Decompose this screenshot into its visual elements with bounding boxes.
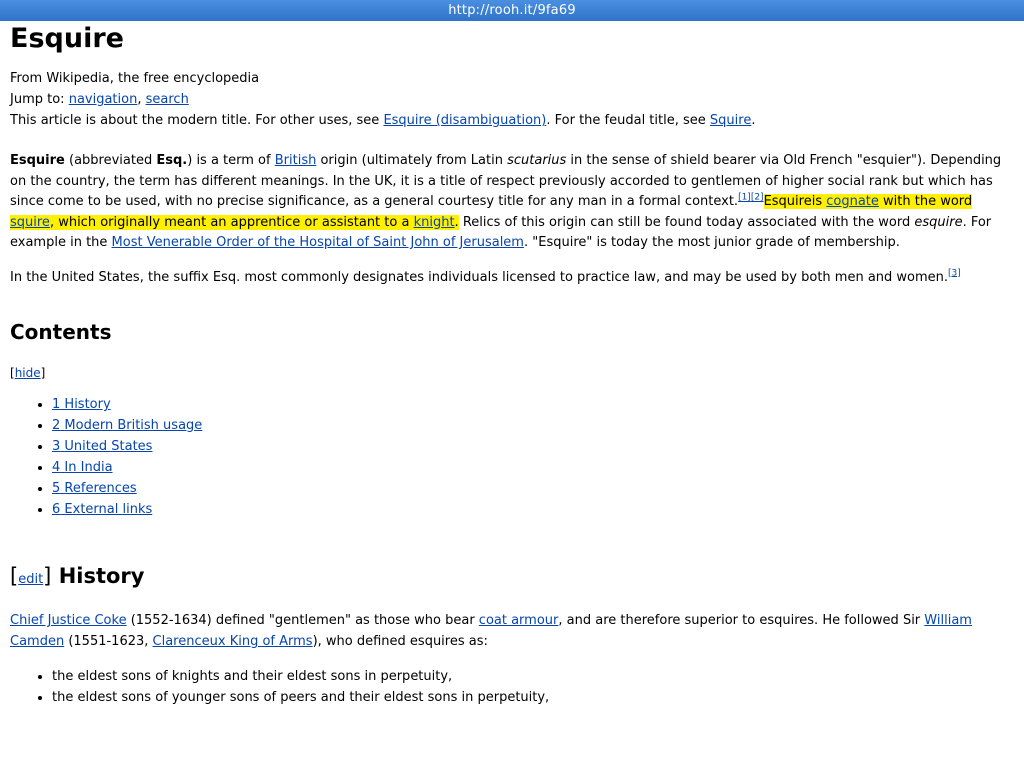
highlight-period: . xyxy=(454,214,459,230)
list-item xyxy=(52,499,1014,520)
lead-italic-esquire: esquire xyxy=(914,214,963,230)
link-clarenceux-king-of-arms[interactable]: Clarenceux King of Arms xyxy=(152,634,313,650)
toc-num: 5 xyxy=(52,481,61,497)
article-meta xyxy=(10,68,1014,131)
hatnote-text-3: . xyxy=(751,113,756,129)
list-item xyxy=(52,415,1014,436)
toc-bracket-open: [ xyxy=(10,366,15,381)
toc-label: United States xyxy=(64,439,153,455)
link-cognate[interactable]: cognate xyxy=(826,194,879,210)
list-item xyxy=(52,478,1014,499)
para2-text: In the United States, the suffix Esq. most commonly designates individuals licensed to practice law, and may be used by both men and women. xyxy=(10,269,949,285)
list-item: • the eldest sons of knights and their eldest sons in perpetuity, xyxy=(52,666,1014,687)
reference-2-link[interactable]: [2] xyxy=(750,192,764,203)
reference-2[interactable] xyxy=(751,193,764,203)
contents-heading: Contents xyxy=(10,320,112,345)
toc-bracket-close: ] xyxy=(40,366,46,381)
reference-3-link[interactable]: [3] xyxy=(948,268,961,279)
hatnote-text-1: This article is about the modern title. For other uses, see xyxy=(10,113,384,129)
reference-1[interactable] xyxy=(738,193,751,203)
lead-italic-scutarius: scutarius xyxy=(507,153,567,169)
edit-bracket-close: ] xyxy=(43,564,52,589)
toc-num: 1 xyxy=(52,397,61,413)
link-chief-justice-coke[interactable]: Chief Justice Coke xyxy=(10,613,127,629)
toc-label: Modern British usage xyxy=(64,418,203,434)
highlight-is: is xyxy=(811,194,827,210)
link-knight[interactable]: knight xyxy=(413,214,455,230)
lead-t4: in the sense of shield bearer via Old French "esquier"). Depending on the country, the term has different meanings. In the UK, it is a title of respect previously accorded to gentlemen of higher social rank but which has since come to be used, with no precise significance, as a general courtesy title for any man in a formal context. xyxy=(10,153,1002,210)
page-title: Esquire xyxy=(10,23,124,54)
lead-t7: . "Esquire" is today the most junior grade of membership. xyxy=(523,235,900,251)
jump-separator: , xyxy=(137,92,142,108)
link-navigation[interactable]: navigation xyxy=(68,92,138,108)
history-t4: ), who defined esquires as: xyxy=(312,634,488,650)
history-paragraph xyxy=(10,610,1014,652)
list-item xyxy=(52,394,1014,415)
link-william-camden[interactable]: William Camden xyxy=(10,613,972,650)
toc-num: 6 xyxy=(52,502,61,518)
highlight-apprentice: , which originally meant an apprentice or assistant to a xyxy=(49,214,414,230)
lead-t1: (abbreviated xyxy=(64,153,157,169)
edit-section-link[interactable]: edit xyxy=(18,572,44,588)
toc-num: 3 xyxy=(52,439,61,455)
highlight-with-word: with the word xyxy=(878,194,973,210)
toc-hide-link[interactable]: hide xyxy=(14,366,41,381)
lead-paragraph xyxy=(10,151,1014,254)
link-order-of-saint-john[interactable]: Most Venerable Order of the Hospital of Saint John of Jerusalem xyxy=(111,235,524,251)
toc-num: 4 xyxy=(52,460,61,476)
from-wikipedia-line: From Wikipedia, the free encyclopedia xyxy=(10,71,260,87)
link-search[interactable]: search xyxy=(145,92,189,108)
paragraph-united-states xyxy=(10,268,1014,289)
history-t1: (1552-1634) defined "gentlemen" as those who bear xyxy=(126,613,479,629)
toc-link-united-states[interactable] xyxy=(52,439,152,454)
toc-label: External links xyxy=(64,502,153,518)
hatnote xyxy=(10,110,1014,131)
section-title: History xyxy=(58,564,145,589)
toc-link-external-links[interactable] xyxy=(52,502,152,517)
list-item xyxy=(52,436,1014,457)
lead-t2: ) is a term of xyxy=(187,153,275,169)
hatnote-text-2: . For the feudal title, see xyxy=(546,113,710,129)
link-esquire-disambiguation[interactable]: Esquire (disambiguation) xyxy=(383,113,547,129)
toc-link-in-india[interactable] xyxy=(52,460,113,475)
toc-hide-control xyxy=(10,366,1014,380)
article-page xyxy=(0,23,1024,708)
history-bullet-list xyxy=(10,666,1014,708)
jump-to-line xyxy=(10,89,1014,110)
list-item: • the eldest sons of younger sons of peers and their eldest sons in perpetuity, xyxy=(52,687,1014,708)
history-t2: , and are therefore superior to esquires. He followed Sir xyxy=(558,613,925,629)
toc-link-modern-british-usage[interactable] xyxy=(52,418,202,433)
link-coat-armour[interactable]: coat armour xyxy=(478,613,559,629)
lead-t3: origin (ultimately from Latin xyxy=(316,153,508,169)
browser-url-bar[interactable] xyxy=(0,0,1024,21)
url-text: http://rooh.it/9fa69 xyxy=(448,3,576,18)
toc-link-history[interactable] xyxy=(52,397,111,412)
lead-t6: . For example in the xyxy=(10,214,992,251)
lead-t5: Relics of this origin can still be found today associated with the word xyxy=(458,214,915,230)
link-squire[interactable]: Squire xyxy=(709,113,752,129)
lead-bold-abbr: Esq. xyxy=(156,153,188,169)
edit-bracket-open: [ xyxy=(10,564,19,589)
table-of-contents xyxy=(10,394,1014,520)
toc-label: History xyxy=(64,397,111,413)
lead-bold-term: Esquire xyxy=(10,153,65,169)
link-british[interactable]: British xyxy=(274,153,317,169)
reference-3[interactable] xyxy=(948,268,961,278)
toc-link-references[interactable] xyxy=(52,481,137,496)
list-item xyxy=(52,457,1014,478)
toc-label: References xyxy=(64,481,137,497)
reference-1-link[interactable]: [1] xyxy=(738,192,751,203)
toc-label: In India xyxy=(64,460,113,476)
section-heading-history xyxy=(10,564,1014,588)
jump-to-label: Jump to: xyxy=(10,92,65,108)
link-squire-inline[interactable]: squire xyxy=(10,214,50,230)
highlight-esquire: Esquire xyxy=(763,194,812,210)
toc-num: 2 xyxy=(52,418,61,434)
history-t3: (1551-1623, xyxy=(64,634,153,650)
